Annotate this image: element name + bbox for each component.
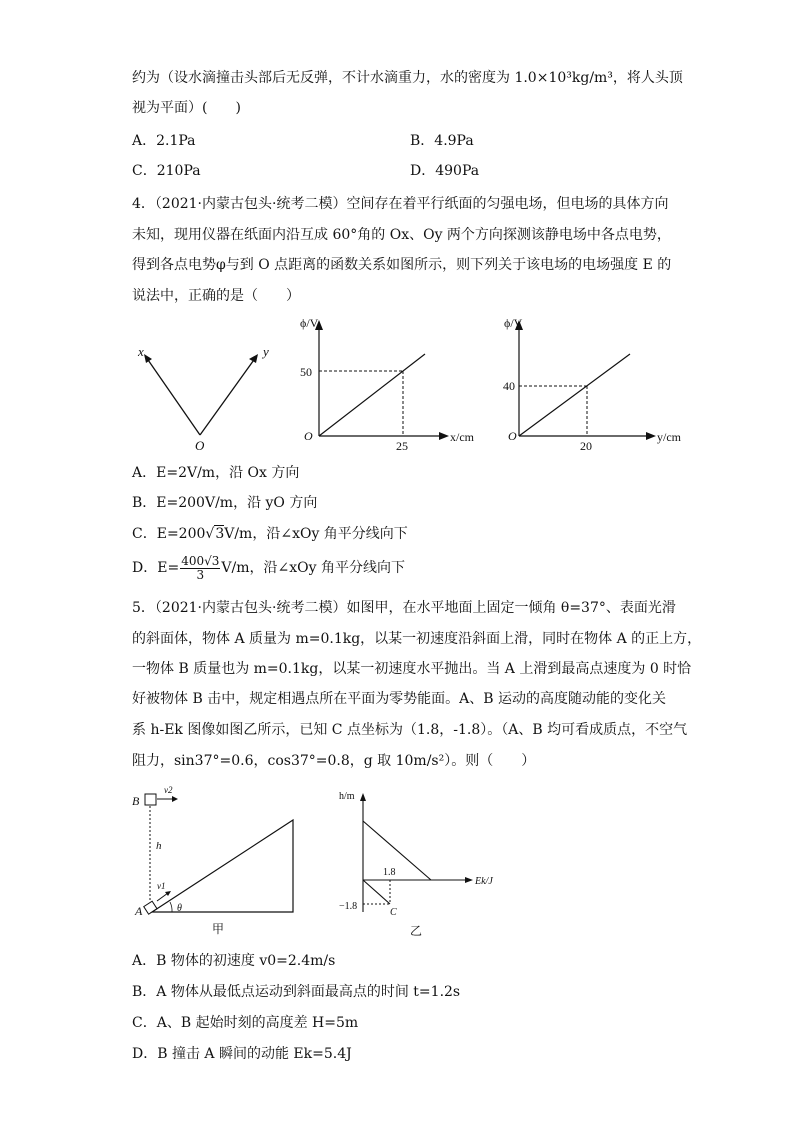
q5-source: （2021·内蒙古包头·统考二模）: [154, 600, 347, 616]
x-mark: 25: [396, 439, 408, 453]
option-text: B 物体的初速度 v0=2.4m/s: [156, 953, 336, 969]
q3-option-b[interactable]: [410, 132, 474, 150]
q5-option-b[interactable]: [132, 983, 460, 1001]
q5-stem-line-4: 好被物体 B 击中，规定相遇点所在平面为零势能面。A、B 运动的高度随动能的变化关: [132, 691, 667, 707]
q4-direction-figure: [130, 335, 290, 455]
option-text: 2.1Pa: [156, 133, 196, 149]
label-h: h: [156, 840, 162, 852]
option-label: B．: [132, 984, 157, 1000]
q3-option-c[interactable]: [132, 162, 201, 180]
option-label: D．: [132, 1046, 158, 1062]
q4-option-c[interactable]: [132, 525, 408, 543]
q3-stem-line-1: 约为（设水滴撞击头部后无反弹，不计水滴重力，水的密度为 1.0×10³kg/m³，将人头顶: [132, 70, 683, 86]
mark-pos: 1.8: [383, 867, 396, 878]
option-label: A．: [132, 465, 157, 481]
phi-line: [519, 354, 630, 436]
origin: O: [304, 429, 313, 443]
label-theta: θ: [177, 903, 182, 914]
q4-option-a[interactable]: [132, 464, 299, 482]
fraction-numerator: 400√3: [181, 553, 220, 568]
q5-figure-jia: [130, 785, 305, 940]
v2-arrowhead: [172, 796, 178, 802]
incline: [152, 820, 293, 912]
ylabel: h/m: [339, 791, 355, 802]
q4-option-b[interactable]: [132, 494, 317, 512]
ylabel: ϕ/V: [300, 316, 319, 330]
x-label: x: [138, 344, 144, 359]
q5-stem-line-6: 阻力，sin37°=0.6，cos37°=0.8，g 取 10m/s²）。则（ ）: [132, 753, 536, 769]
caption-yi: 乙: [410, 924, 423, 938]
origin: O: [508, 429, 517, 443]
q5-figure-yi: [335, 787, 510, 942]
ylabel: ϕ/V: [504, 316, 523, 330]
q3-option-a[interactable]: [132, 132, 196, 150]
option-label: A．: [132, 953, 157, 969]
q4-stem-rest: 空间存在着平行纸面的匀强电场，但电场的具体方向: [346, 196, 669, 212]
ox-ray: [146, 357, 200, 435]
y-label: y: [263, 344, 269, 359]
q5-number: 5．: [132, 600, 155, 616]
x-mark: 20: [580, 439, 592, 453]
caption-jia: 甲: [212, 922, 225, 936]
option-text: B 撞击 A 瞬间的动能 Ek=5.4J: [157, 1046, 352, 1062]
option-label: D．: [132, 560, 158, 576]
xlabel: x/cm: [450, 430, 474, 444]
option-label: C．: [132, 163, 157, 179]
q5-stem-line-1: [132, 599, 676, 617]
origin-label: O: [195, 438, 205, 453]
label-v1: v1: [157, 881, 166, 891]
label-c: C: [390, 907, 397, 918]
radicand: 3: [215, 526, 225, 542]
mark-neg: −1.8: [339, 901, 358, 912]
q5-option-a[interactable]: [132, 952, 335, 970]
h-axis-arrow: [360, 793, 366, 801]
option-label: C．: [132, 526, 157, 542]
option-label: B．: [132, 495, 157, 511]
label-a: A: [135, 904, 143, 918]
y-mark: 40: [503, 379, 515, 393]
label-b: B: [132, 794, 140, 808]
q4-stem-line-1: [132, 195, 668, 213]
option-label: B．: [410, 133, 435, 149]
option-text: A 物体从最低点运动到斜面最高点的时间 t=1.2s: [156, 984, 461, 1000]
option-text-pre: E=: [157, 560, 180, 576]
oy-arrowhead: [249, 354, 258, 363]
q4-option-d[interactable]: [132, 553, 405, 583]
v1-arrowhead: [165, 891, 171, 896]
b-line: [363, 821, 431, 880]
ek-axis-arrow: [465, 877, 473, 883]
q4-source: （2021·内蒙古包头·统考二模）: [154, 196, 347, 212]
option-text: A、B 起始时刻的高度差 H=5m: [156, 1015, 359, 1031]
ox-arrowhead: [144, 354, 152, 363]
option-text-pre: E=200: [156, 526, 206, 542]
q4-stem-line-4: 说法中，正确的是（ ）: [132, 288, 300, 304]
option-text: E=200V/m，沿 yO 方向: [156, 495, 318, 511]
q5-stem-line-2: 的斜面体，物体 A 质量为 m=0.1kg，以某一初速度沿斜面上滑，同时在物体 A 的正上方，: [132, 631, 702, 647]
q4-number: 4．: [132, 196, 155, 212]
q4-graph-x: [295, 310, 485, 455]
x-axis-arrow: [646, 432, 656, 440]
q5-stem-line-3: 一物体 B 质量也为 m=0.1kg，以某一初速度水平抛出。当 A 上滑到最高点速度为 0 时恰: [132, 661, 692, 677]
q3-stem-line-2: 视为平面）( ): [132, 100, 241, 116]
a-line: [363, 880, 390, 904]
q5-stem-rest: 如图甲，在水平地面上固定一倾角 θ=37°、表面光滑: [346, 600, 676, 616]
option-text: 490Pa: [435, 163, 480, 179]
y-mark: 50: [300, 365, 312, 379]
fraction-denominator: 3: [196, 567, 205, 582]
xlabel: Ek/J: [475, 876, 493, 887]
v1-arrow: [157, 893, 168, 901]
option-label: A．: [132, 133, 157, 149]
fraction: [180, 555, 220, 582]
option-text-post: V/m，沿∠xOy 角平分线向下: [221, 560, 405, 576]
option-label: D．: [410, 163, 436, 179]
oy-ray: [200, 357, 256, 435]
xlabel: y/cm: [657, 430, 681, 444]
x-axis-arrow: [439, 432, 449, 440]
label-v2: v2: [164, 785, 173, 795]
theta-arc: [170, 902, 172, 912]
option-text: E=2V/m，沿 Ox 方向: [156, 465, 300, 481]
option-text-post: V/m，沿∠xOy 角平分线向下: [224, 526, 408, 542]
sqrt-symbol: √: [205, 526, 215, 542]
q4-stem-line-2: 未知，现用仪器在纸面内沿互成 60°角的 Ox、Oy 两个方向探测该静电场中各点电势，: [132, 227, 671, 243]
q3-option-d[interactable]: [410, 162, 479, 180]
q4-stem-line-3: 得到各点电势φ与到 O 点距离的函数关系如图所示，则下列关于该电场的电场强度 E 的: [132, 257, 672, 273]
option-text: 4.9Pa: [434, 133, 474, 149]
block-b: [145, 794, 156, 805]
option-label: C．: [132, 1015, 157, 1031]
q5-option-d[interactable]: [132, 1045, 352, 1063]
q5-option-c[interactable]: [132, 1014, 358, 1032]
q5-stem-line-5: 系 h-Ek 图像如图乙所示，已知 C 点坐标为（1.8，-1.8）。（A、B 均可看成质点，不空气: [132, 722, 688, 738]
option-text: 210Pa: [156, 163, 201, 179]
phi-line: [319, 354, 425, 436]
q4-graph-y: [495, 310, 690, 455]
